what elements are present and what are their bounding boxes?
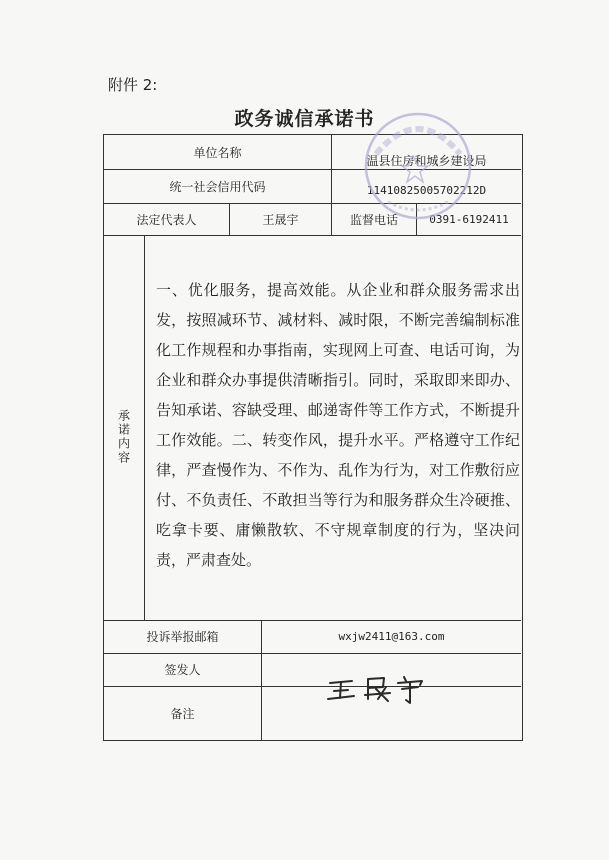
remarks-label: 备注 [170, 706, 195, 721]
credit-code-label: 统一社会信用代码 [169, 179, 266, 194]
unit-name-label: 单位名称 [193, 145, 242, 160]
legal-rep-label: 法定代表人 [136, 212, 197, 227]
commitment-text: 一、优化服务，提高效能。从企业和群众服务需求出发，按照减环节、减材料、减时限，不断完善编制标准化工作规程和办事指南，实现网上可查、电话可询，为企业和群众办事提供清晰指引。同时，采取即来即办、告知承诺、容缺受理、邮递寄件等工作方式，不断提升工作效能。二、转变作风，提升水平。严格遵守工作纪律，严查慢作为、不作为、乱作为行为，对工作敷衍应付、不负责任、不敢担当等行为和服务群众生冷硬推、吃拿卡要、庸懒散软、不守规章制度的行为，坚决问责，严肃查处。 [156, 281, 520, 569]
document-title: 政务诚信承诺书 [234, 108, 375, 130]
complaint-email-label: 投诉举报邮箱 [146, 630, 219, 644]
complaint-email-value: wxjw2411@163.com [338, 630, 445, 643]
supervision-phone-label: 监督电话 [349, 212, 398, 227]
legal-rep-value: 王晟宇 [262, 212, 299, 227]
commitment-label: 承诺内容 [116, 409, 131, 465]
supervision-phone-value: 0391-6192411 [429, 212, 509, 226]
credit-code-value: 11410825005702212D [366, 183, 487, 197]
attachment-label: 附件 2: [108, 76, 158, 94]
signature-image [264, 665, 524, 707]
signer-label: 签发人 [164, 663, 201, 677]
unit-name-value: 温县住房和城乡建设局 [366, 153, 487, 168]
commitment-form [103, 134, 523, 741]
